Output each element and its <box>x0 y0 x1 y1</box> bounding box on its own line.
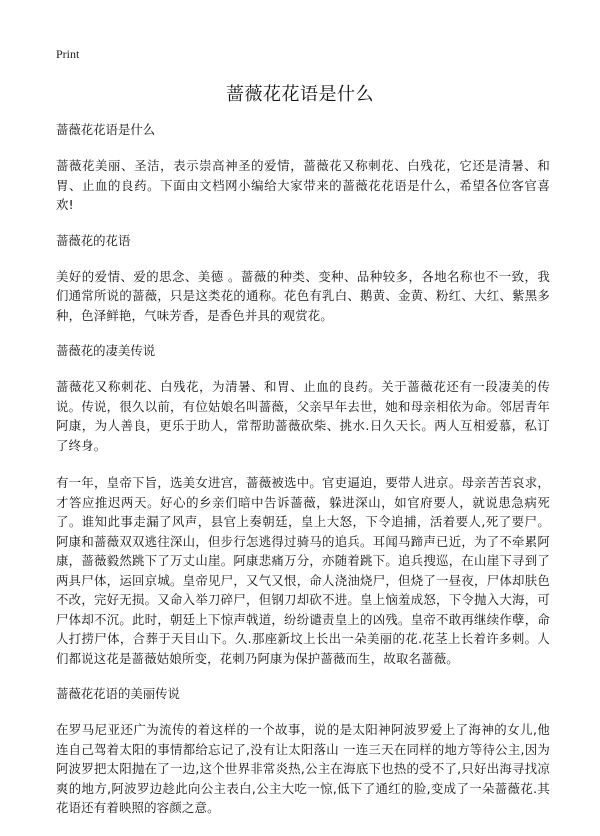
section-intro <box>56 122 550 215</box>
print-link[interactable]: Print <box>56 47 80 61</box>
document-title: 蔷薇花花语是什么 <box>226 84 374 105</box>
section-heading: 蔷薇花花语是什么 <box>56 122 156 137</box>
paragraph: 美好的爱情、爱的思念、美德 。蔷薇的种类、变种、品种较多，各地名称也不一致，我们通常所说的蔷薇，只是这类花的通称。花色有乳白、鹅黄、金黄、粉红、大红、紫黑多种，色泽鲜艳，气味芳香，是香色并具的观赏花。 <box>56 268 550 323</box>
document-body <box>56 122 550 836</box>
section-heading: 蔷薇花的凄美传说 <box>56 343 156 358</box>
section-flower-language <box>56 233 550 326</box>
section-beautiful-legend <box>56 686 550 818</box>
section-heading: 蔷薇花的花语 <box>56 232 131 248</box>
section-sad-legend <box>56 343 550 668</box>
paragraph: 蔷薇花美丽、圣洁，表示崇高神圣的爱情，蔷薇花又称刺花、白残花，它还是清暑、和胃、止血的良药。下面由文档网小编给大家带来的蔷薇花花语是什么，希望各位客官喜欢! <box>56 158 550 212</box>
paragraph: 有一年，皇帝下旨，选美女进宫，蔷薇被选中。官吏逼迫，要带人进京。母亲苦苦哀求，才答应推迟两天。好心的乡亲们暗中告诉蔷薇，躲进深山，如官府要人，就说患急病死了。谁知此事走漏了风声，县官上奏朝廷，皇上大怒，下令追捕，活着要人,死了要尸。阿康和蔷薇双双逃往深山，但步行怎逃得过骑马的追兵。耳闻马蹄声已近，为了不牵累阿康，蔷薇毅然跳下了万丈山崖。阿康悲痛万分，亦随着跳下。追兵搜巡，在山崖下寻到了两具尸体，运回京城。皇帝见尸，又气又恨，命人浇油烧尸，但烧了一昼夜，尸体却肤色不改，完好无损。又命入举刀碎尸，但钢刀却砍不进。皇上恼羞成怒，下令抛入大海，可尸体却不沉。此时，朝廷上下惊声戟道，纷纷谴责皇上的凶残。皇帝不敢再继续作孽，命人打捞尸体，合葬于天目山下。久.那座新坟上长出一朵美丽的花.花茎上长着许多刺。人们都说这花是蔷薇姑娘所变，花刺乃阿康为保护蔷薇而生，故取名蔷薇。 <box>56 475 550 666</box>
paragraph: 在罗马尼亚还广为流传的着这样的一个故事，说的是太阳神阿波罗爱上了海神的女儿,他连自己驾着太阳的事情都给忘记了,没有让太阳落山 一连三天在同样的地方等待公主,因为阿波罗把太阳抛在了一边,这个世界非常炎热,公主在海底下也热的受不了,只好出海寻找凉爽的地方,阿波罗边趁此向公主表白,公主大吃一惊,低下了通红的脸,变成了一朵蔷薇花.其花语还有着映照的容颜之意。 <box>56 722 550 815</box>
section-heading: 蔷薇花花语的美丽传说 <box>56 686 180 701</box>
paragraph: 蔷薇花又称刺花、白残花，为清暑、和胃、止血的良药。关于蔷薇花还有一段凄美的传说。传说，很久以前，有位姑娘名叫蔷薇，父亲早年去世，她和母亲相依为命。邻居青年阿康，为人善良，更乐于助人，常帮助蔷薇砍柴、挑水.日久天长。两人互相爱慕，私订了终身。 <box>56 379 550 453</box>
